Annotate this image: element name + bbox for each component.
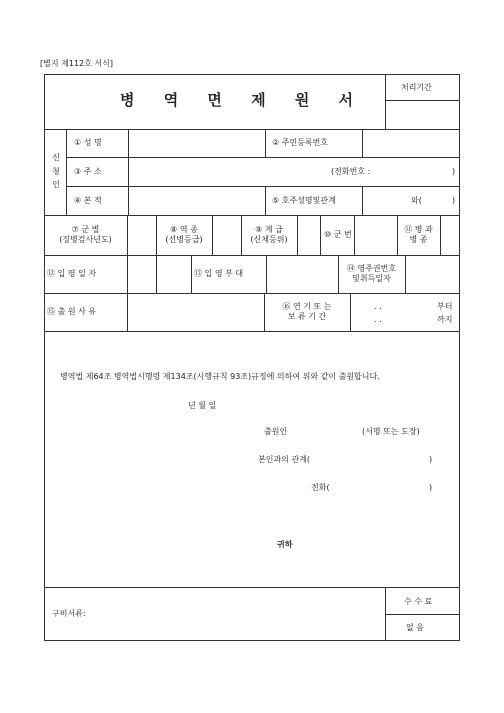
phone-sign-label: 전화( <box>311 483 330 492</box>
relation-suffix: 와( <box>411 196 422 205</box>
phone-close: ) <box>452 167 456 176</box>
name-field[interactable] <box>129 130 265 157</box>
fee-label: 수 수 료 <box>404 597 433 606</box>
rrn-field[interactable] <box>363 130 459 157</box>
from-label: 부터 <box>437 302 453 311</box>
rrn-label: ② 주민등록번호 <box>272 138 329 147</box>
processing-period-field[interactable] <box>386 101 459 129</box>
household-head-label: ⑤ 호주성명및관계 <box>272 196 336 205</box>
from-dots: . . <box>374 302 382 311</box>
deferral-period-label: ⑯ 연 기 또 는 보 류 기 간 <box>282 302 332 321</box>
name-label: ① 성 명 <box>74 138 102 147</box>
processing-period-label: 처리기간 <box>401 83 432 92</box>
sign-note: (서명 또는 도장) <box>362 427 420 436</box>
reason-label: ⑮ 출 원 사 유 <box>47 307 97 316</box>
phone-label: (전화번호 : <box>331 167 371 176</box>
applicant-sign-label: 출원인 <box>264 427 288 436</box>
registry-field[interactable] <box>129 187 265 215</box>
applicant-group-label: 신 청 인 <box>52 153 60 190</box>
form-number-label: [별지 제112호 서식] <box>40 59 113 68</box>
rank-label: ⑨ 계 급 (신체등위) <box>250 225 288 244</box>
service-number-label: ⑩ 군 번 <box>324 230 352 239</box>
relation-close: ) <box>452 196 456 205</box>
form-title: 병 역 면 제 원 서 <box>120 91 366 109</box>
relation-close-paren: ) <box>429 455 433 464</box>
to-dots: . . <box>374 315 382 324</box>
enlistment-unit-label: ⑬ 입 영 부 대 <box>194 269 244 278</box>
phone-sign-close: ) <box>429 483 433 492</box>
statement-text: 병역법 제64조 병역법시행령 제134조(시행규칙 93조)규정에 의하여 위와 같이 출원합니다. <box>60 372 380 381</box>
required-documents-label: 구비서류: <box>52 609 86 618</box>
recipient-label: 귀하 <box>277 540 293 549</box>
registry-label: ④ 본 적 <box>74 196 102 205</box>
service-type-label: ⑧ 역 종 (선병등급) <box>165 225 203 244</box>
relation-label: 본인과의 관계( <box>258 455 311 464</box>
to-label: 까지 <box>437 315 453 324</box>
address-label: ③ 주 소 <box>74 167 102 176</box>
residence-permit-label: ⑭ 영주권번호 및취득일자 <box>346 264 397 283</box>
fee-value: 없 음 <box>406 623 424 632</box>
branch-specialty-label: ⑪ 병 과 병 종 <box>404 225 433 244</box>
military-branch-label: ⑦ 군 별 (징병검사년도) <box>59 225 112 244</box>
reason-field[interactable] <box>128 294 264 331</box>
address-field[interactable] <box>129 158 329 186</box>
date-line: 년 월 일 <box>188 401 217 410</box>
enlistment-date-label: ⑫ 입 영 일 자 <box>47 269 97 278</box>
